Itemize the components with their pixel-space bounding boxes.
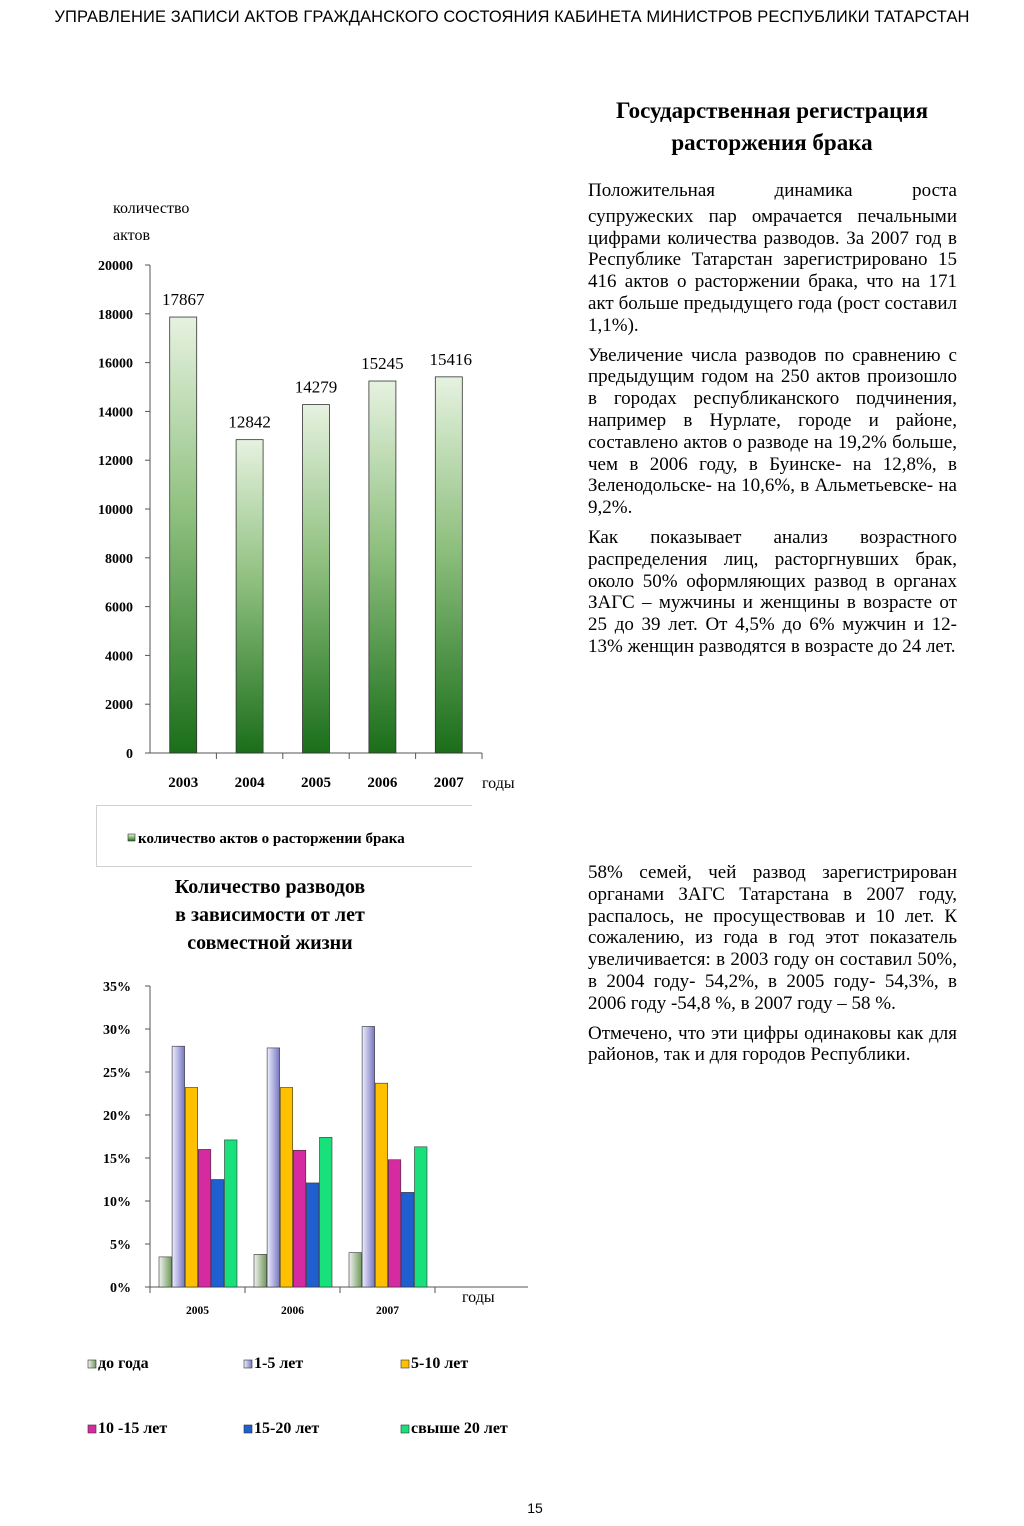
chart1-bar [236,440,263,753]
chart1-y-tick-label: 18000 [98,307,133,323]
chart1-data-label: 15245 [361,354,404,374]
chart2-y-tick-label: 15% [103,1152,131,1167]
chart1-data-label: 17867 [161,290,205,310]
chart1-y-tick-label: 4000 [105,649,133,665]
chart1-x-tick-label: 2003 [168,775,199,791]
chart1-data-label: 15416 [429,349,473,369]
chart1-ylabel-2: актов [113,227,150,244]
page-number: 15 [527,1500,543,1516]
chart2-legend-swatch [401,1360,409,1368]
chart1-ylabel-1: количество [113,200,190,217]
chart2-legend-swatch [244,1425,252,1433]
chart2-bar [172,1046,185,1287]
paragraph-1-lead: Положительная динамика роста [588,180,957,201]
document-header: УПРАВЛЕНИЕ ЗАПИСИ АКТОВ ГРАЖДАНСКОГО СОСТОЯНИЯ КАБИНЕТА МИНИСТРОВ РЕСПУБЛИКИ ТАТАРСТАН [54,8,970,26]
chart2-legend-label: 15-20 лет [254,1420,320,1437]
chart1-y-tick-label: 2000 [105,698,133,714]
chart1-y-tick-label: 10000 [98,503,133,518]
chart2-legend-swatch [244,1360,252,1368]
chart2-legend-label: 10 -15 лет [98,1420,168,1437]
chart2-legend-swatch [88,1425,96,1433]
chart2-y-tick-label: 25% [103,1066,131,1081]
text-block-bottom [588,862,957,1074]
chart2-bar [320,1137,333,1287]
chart2-bar [225,1140,238,1287]
chart1-bar [303,405,330,753]
chart1-data-label: 14279 [294,377,338,397]
chart1-bar [435,377,462,753]
chart2-bar [185,1087,198,1287]
chart1-y-tick-label: 6000 [105,600,133,616]
chart1-y-tick-label: 0 [126,747,133,762]
chart2-title [140,873,400,957]
chart2-y-tick-label: 0% [110,1281,131,1296]
section-title-line-2: расторжения брака [671,130,873,155]
chart2-bar [306,1183,319,1287]
chart2-legend-label: свыше 20 лет [411,1420,508,1437]
chart2-x-tick-label: 2005 [186,1305,209,1317]
chart1-x-tick-label: 2004 [234,775,265,791]
chart1-legend-swatch [128,834,135,841]
paragraph-5: Отмечено, что эти цифры одинаковы как для районов, так и для городов Республики. [588,1022,957,1066]
chart2-y-tick-label: 30% [103,1023,131,1038]
chart2-title-line-1: Количество разводов [174,876,366,898]
chart1-y-tick-label: 8000 [105,551,133,567]
chart1-x-tick-label: 2005 [301,775,331,791]
chart2-xlabel: годы [462,1289,495,1306]
chart1-legend [96,805,472,867]
chart2-bar [254,1254,267,1287]
chart1-x-tick-label: 2007 [433,775,464,791]
chart2-bar [415,1147,428,1287]
chart2-bar [159,1257,172,1287]
chart1-legend-label: количество актов о расторжении брака [138,831,405,847]
chart2-y-tick-label: 5% [110,1238,131,1253]
chart2-legend-label: до года [98,1355,149,1372]
paragraph-1: супружеских пар омрачается печальными цифрами количества разводов. За 2007 год в Республике Татарстан зарегистрировано 15 416 актов о расторжении брака, что на 171 акт больше предыдущего года (рост составил 1,1%). [588,205,957,336]
chart2-x-tick-label: 2006 [281,1305,304,1317]
chart2-legend-label: 1-5 лет [254,1355,304,1372]
divorce-acts-chart [0,180,560,810]
chart1-xlabel: годы [482,775,515,792]
text-block-top [588,180,957,666]
chart2-legend-swatch [88,1360,96,1368]
chart2-legend-label: 5-10 лет [411,1355,469,1372]
chart2-bar [375,1083,388,1287]
section-title-line-1: Государственная регистрация [615,98,929,123]
chart1-y-tick-label: 16000 [98,356,133,372]
chart1-data-label: 12842 [228,412,271,432]
chart2-bar [211,1180,224,1288]
chart2-bar [401,1192,414,1287]
chart2-y-tick-label: 10% [103,1195,131,1210]
chart2-bar [362,1026,375,1287]
section-title [572,95,972,159]
chart1-bar [170,317,197,753]
chart1-y-tick-label: 14000 [98,405,133,421]
marriage-length-chart [0,960,560,1460]
paragraph-4: 58% семей, чей развод зарегистрирован органами ЗАГС Татарстана в 2007 году, распалось, не просуществовав и 10 лет. К сожалению, из года в год этот показатель увеличивается: в 2003 году он составил 50%, в 2004 году- 54,2%, в 2005 году- 54,3%, в 2006 году -54,8 %, в 2007 году – 58 %. [588,862,957,1014]
chart2-bar [293,1150,306,1287]
chart2-x-tick-label: 2007 [376,1305,399,1317]
chart2-legend-swatch [401,1425,409,1433]
chart2-bar [267,1048,280,1287]
chart1-y-tick-label: 12000 [98,454,133,470]
chart2-bar [280,1087,293,1287]
chart2-y-tick-label: 20% [103,1109,131,1124]
paragraph-3: Как показывает анализ возрастного распределения лиц, расторгнувших брак, около 50% оформляющих развод в органах ЗАГС – мужчины и женщины в возрасте от 25 до 39 лет. От 4,5% до 6% мужчин и 12-13% женщин разводятся в возрасте до 24 лет. [588,526,957,657]
chart1-x-tick-label: 2006 [367,775,398,791]
chart2-bar [198,1149,211,1287]
chart2-bar [388,1160,401,1287]
chart2-title-line-2: в зависимости от лет [175,904,365,926]
chart1-y-tick-label: 20000 [98,259,133,274]
paragraph-2: Увеличение числа разводов по сравнению с предыдущим годом на 250 актов произошло в городах республиканского подчинения, например в Нурлате, городе и районе, составлено актов о разводе на 19,2% больше, чем в 2006 году, в Буинске- на 12,8%, в Зеленодольске- на 10,6%, в Альметьевске- на 9,2%. [588,344,957,519]
chart2-title-line-3: совместной жизни [187,932,353,954]
chart2-bar [349,1253,362,1287]
chart1-bar [369,381,396,753]
chart2-y-tick-label: 35% [103,980,131,995]
